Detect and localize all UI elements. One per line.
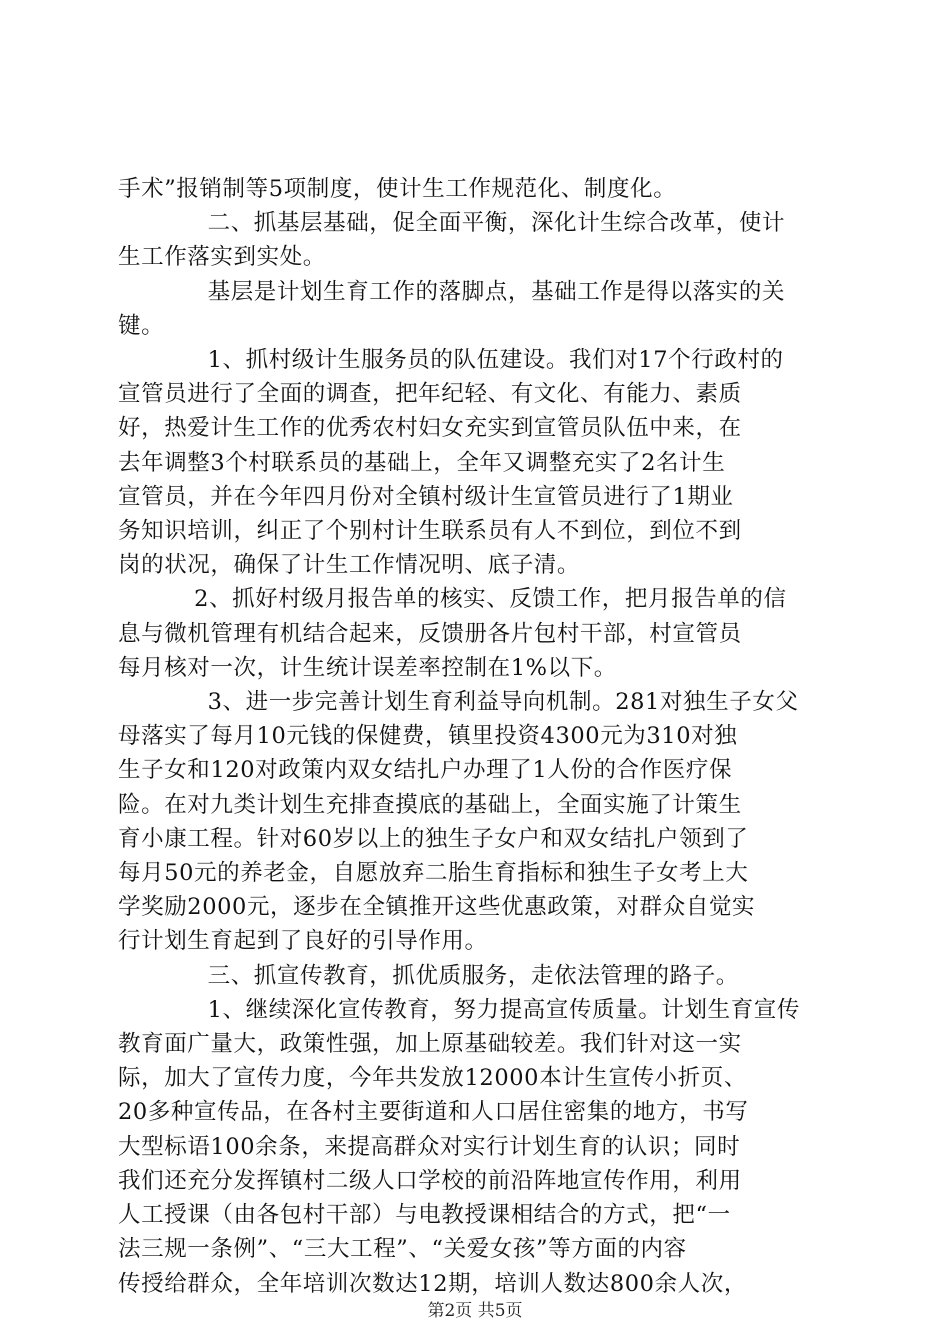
text-line: 险。在对九类计划生充排查摸底的基础上，全面实施了计策生	[118, 791, 742, 818]
text-line: 教育面广量大，政策性强，加上原基础较差。我们针对这一实	[118, 1031, 742, 1058]
text-line: 人工授课（由各包村干部）与电教授课相结合的方式，把“一	[118, 1202, 731, 1229]
text-line: 息与微机管理有机结合起来，反馈册各片包村干部，村宣管员	[118, 620, 742, 647]
text-line: 岗的状况，确保了计生工作情况明、底子清。	[118, 552, 581, 579]
text-line: 去年调整3个村联系员的基础上，全年又调整充实了2名计生	[118, 449, 726, 476]
text-line: 宣管员，并在今年四月份对全镇村级计生宣管员进行了1期业	[118, 483, 734, 510]
text-line: 传授给群众，全年培训次数达12期，培训人数达800余人次，	[118, 1270, 747, 1297]
text-line: 好，热爱计生工作的优秀农村妇女充实到宣管员队伍中来，在	[118, 415, 742, 442]
text-line: 1、继续深化宣传教育，努力提高宣传质量。计划生育宣传	[207, 996, 801, 1023]
document-body	[118, 172, 834, 1301]
text-line: 基层是计划生育工作的落脚点，基础工作是得以落实的关	[207, 278, 786, 305]
text-line: 务知识培训，纠正了个别村计生联系员有人不到位，到位不到	[118, 518, 742, 545]
text-line: 二、抓基层基础，促全面平衡，深化计生综合改革，使计	[207, 210, 786, 237]
text-line: 每月核对一次，计生统计误差率控制在1%以下。	[118, 654, 617, 681]
text-line: 际，加大了宣传力度，今年共发放12000本计生宣传小折页、	[118, 1065, 747, 1092]
text-line: 大型标语100余条，来提高群众对实行计划生育的认识；同时	[118, 1133, 741, 1160]
text-line: 三、抓宣传教育，抓优质服务，走依法管理的路子。	[207, 962, 739, 989]
text-line: 行计划生育起到了良好的引导作用。	[118, 928, 488, 955]
text-line: 1、抓村级计生服务员的队伍建设。我们对17个行政村的	[207, 347, 784, 374]
page-footer: 第2页 共5页	[427, 1301, 523, 1321]
text-line: 生工作落实到实处。	[118, 244, 326, 271]
text-line: 母落实了每月10元钱的保健费，镇里投资4300元为310对独	[118, 723, 738, 750]
text-line: 我们还充分发挥镇村二级人口学校的前沿阵地宣传作用，利用	[118, 1167, 742, 1194]
text-line: 20多种宣传品，在各村主要街道和人口居住密集的地方，书写	[118, 1099, 749, 1126]
text-line: 生子女和120对政策内双女结扎户办理了1人份的合作医疗保	[118, 757, 733, 784]
text-line: 3、进一步完善计划生育利益导向机制。281对独生子女父	[207, 689, 799, 716]
text-line: 育小康工程。针对60岁以上的独生子女户和双女结扎户领到了	[118, 825, 749, 852]
text-line: 学奖励2000元，逐步在全镇推开这些优惠政策，对群众自觉实	[118, 894, 756, 921]
text-line: 每月50元的养老金，自愿放弃二胎生育指标和独生子女考上大	[118, 860, 749, 887]
text-line: 手术”报销制等5项制度，使计生工作规范化、制度化。	[118, 176, 677, 202]
text-line: 宣管员进行了全面的调查，把年纪轻、有文化、有能力、素质	[118, 381, 742, 408]
text-line: 2、抓好村级月报告单的核实、反馈工作，把月报告单的信	[194, 586, 787, 613]
text-line: 键。	[118, 312, 165, 339]
text-line: 法三规一条例”、“三大工程”、“关爱女孩”等方面的内容	[118, 1236, 687, 1263]
